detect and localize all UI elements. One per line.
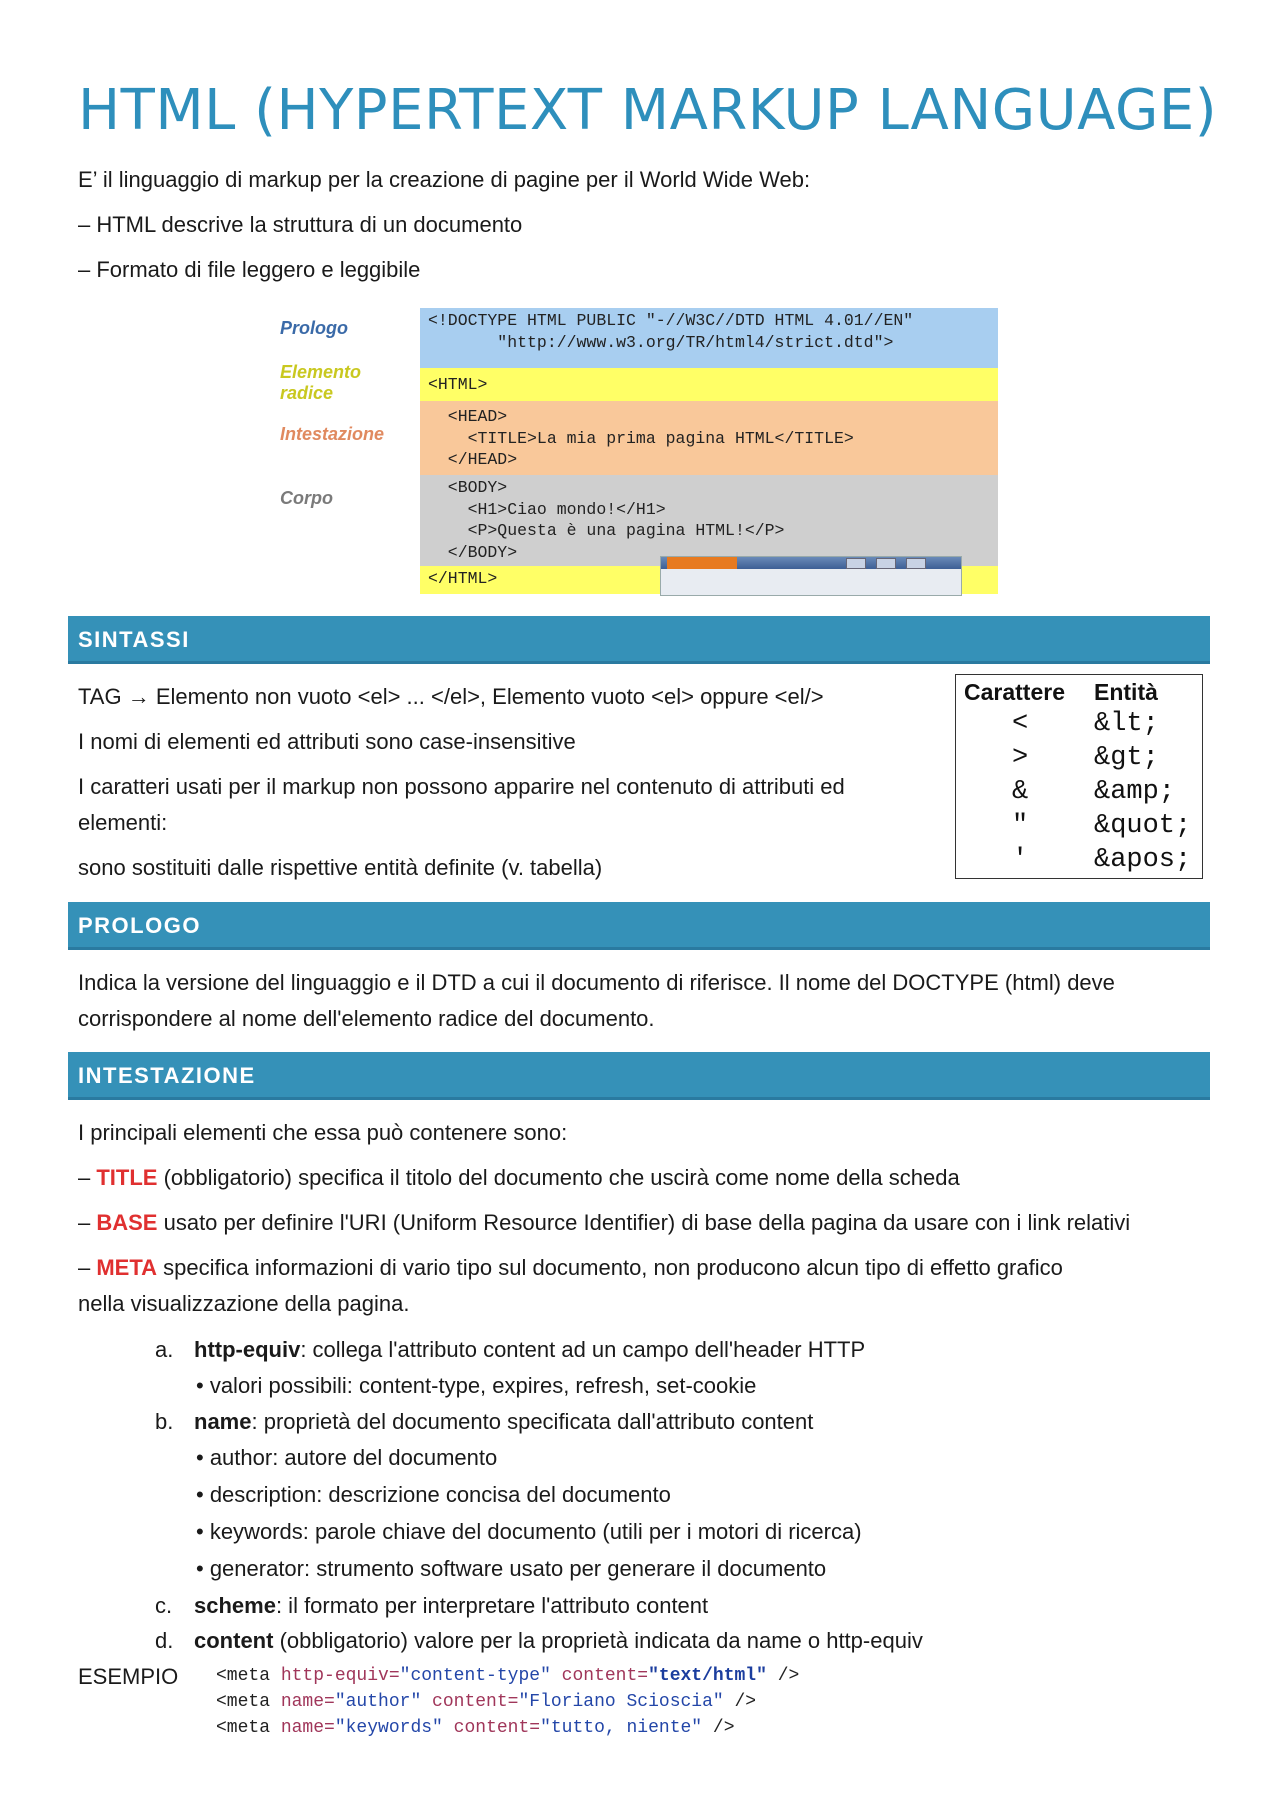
sintassi-line-4: sono sostituiti dalle rispettive entità definite (v. tabella): [78, 855, 603, 880]
close-icon: [906, 558, 926, 569]
entity-name: &quot;: [1094, 811, 1192, 841]
browser-window-thumbnail: [660, 556, 962, 596]
sintassi-line-1: TAG → Elemento non vuoto <el> ... </el>, Elemento vuoto <el> oppure <el/>: [78, 684, 824, 709]
code-line: <meta name="author" content="Floriano Scioscia" />: [216, 1692, 757, 1712]
list-letter-b: b.: [155, 1409, 174, 1434]
label-intestazione: Intestazione: [280, 424, 385, 444]
entity-char: &: [1012, 777, 1029, 807]
list-sub-item: • generator: strumento software usato per generare il documento: [196, 1556, 827, 1581]
intro-line-2: – HTML descrive la struttura di un documento: [78, 212, 523, 237]
list-letter-a: a.: [155, 1337, 174, 1362]
list-letter-d: d.: [155, 1628, 174, 1653]
list-sub-item: • keywords: parole chiave del documento (utili per i motori di ricerca): [196, 1519, 862, 1544]
code-body: <BODY> <H1>Ciao mondo!</H1> <P>Questa è una pagina HTML!</P> </BODY>: [420, 475, 998, 566]
entity-name: &apos;: [1094, 845, 1192, 875]
entity-char: ': [1012, 845, 1029, 875]
list-item-b: name: proprietà del documento specificata dall'attributo content: [194, 1409, 814, 1434]
esempio-label: ESEMPIO: [78, 1664, 179, 1689]
label-corpo: Corpo: [280, 488, 333, 508]
item-title: – TITLE (obbligatorio) specifica il titolo del documento che uscirà come nome della scheda: [78, 1165, 960, 1190]
entity-char: >: [1012, 743, 1029, 773]
list-item-d: content (obbligatorio) valore per la proprietà indicata da name o http-equiv: [194, 1628, 923, 1653]
code-html-open: <HTML>: [420, 368, 998, 401]
label-prologo: Prologo: [280, 318, 348, 338]
entity-table-header-char: Carattere: [964, 679, 1065, 705]
minimize-icon: [846, 558, 866, 569]
list-item-c: scheme: il formato per interpretare l'attributo content: [194, 1593, 709, 1618]
list-item-a: http-equiv: collega l'attributo content ad un campo dell'header HTTP: [194, 1337, 866, 1362]
code-line: <meta name="keywords" content="tutto, niente" />: [216, 1718, 735, 1738]
table-row: [956, 743, 1204, 777]
entity-name: &gt;: [1094, 743, 1159, 773]
code-html-close: </HTML>: [420, 566, 998, 594]
intro-line-3: – Formato di file leggero e leggibile: [78, 257, 421, 282]
entity-char: ": [1012, 811, 1029, 841]
code-head: <HEAD> <TITLE>La mia prima pagina HTML</TITLE> </HEAD>: [420, 401, 998, 475]
intestazione-intro: I principali elementi che essa può contenere sono:: [78, 1120, 568, 1145]
entity-table-header-entity: Entità: [1094, 679, 1158, 705]
table-row: [956, 709, 1204, 743]
section-heading-prologo: PROLOGO: [68, 902, 1210, 950]
item-meta: – META specifica informazioni di vario tipo sul documento, non producono alcun tipo di effetto grafico: [78, 1255, 1063, 1280]
prologo-line-2: corrispondere al nome dell'elemento radice del documento.: [78, 1006, 655, 1031]
sintassi-line-3a: I caratteri usati per il markup non possono apparire nel contenuto di attributi ed: [78, 774, 845, 799]
entity-name: &amp;: [1094, 777, 1176, 807]
code-doctype: <!DOCTYPE HTML PUBLIC "-//W3C//DTD HTML 4.01//EN" "http://www.w3.org/TR/html4/strict.dtd">: [420, 308, 998, 368]
list-letter-c: c.: [155, 1593, 173, 1618]
item-meta-cont: nella visualizzazione della pagina.: [78, 1291, 410, 1316]
list-sub-item: • author: autore del documento: [196, 1445, 498, 1470]
section-heading-sintassi: SINTASSI: [68, 616, 1210, 664]
keyword-base: BASE: [96, 1210, 158, 1235]
item-base: – BASE usato per definire l'URI (Uniform Resource Identifier) di base della pagina da usare con i link relativi: [78, 1210, 1131, 1235]
page-title: HTML (HYPERTEXT MARKUP LANGUAGE): [78, 78, 1218, 143]
html-structure-figure: [270, 308, 1000, 586]
list-sub-item: • valori possibili: content-type, expires, refresh, set-cookie: [196, 1373, 757, 1398]
code-line: <meta http-equiv="content-type" content="text/html" />: [216, 1666, 800, 1686]
sintassi-line-3b: elementi:: [78, 810, 168, 835]
browser-menu-button: [667, 557, 737, 569]
keyword-meta: META: [96, 1255, 158, 1280]
section-heading-intestazione: INTESTAZIONE: [68, 1052, 1210, 1100]
entity-table: [955, 674, 1203, 879]
keyword-title: TITLE: [96, 1165, 158, 1190]
table-row: [956, 777, 1204, 811]
table-row: [956, 811, 1204, 845]
label-elemento-radice: Elemento radice: [280, 362, 362, 403]
prologo-line-1: Indica la versione del linguaggio e il DTD a cui il documento di riferisce. Il nome del DOCTYPE (html) deve: [78, 970, 1115, 995]
maximize-icon: [876, 558, 896, 569]
entity-char: <: [1012, 709, 1029, 739]
table-row: [956, 845, 1204, 879]
sintassi-line-2: I nomi di elementi ed attributi sono case-insensitive: [78, 729, 576, 754]
intro-line-1: E’ il linguaggio di markup per la creazione di pagine per il World Wide Web:: [78, 167, 811, 192]
list-sub-item: • description: descrizione concisa del documento: [196, 1482, 671, 1507]
entity-name: &lt;: [1094, 709, 1159, 739]
